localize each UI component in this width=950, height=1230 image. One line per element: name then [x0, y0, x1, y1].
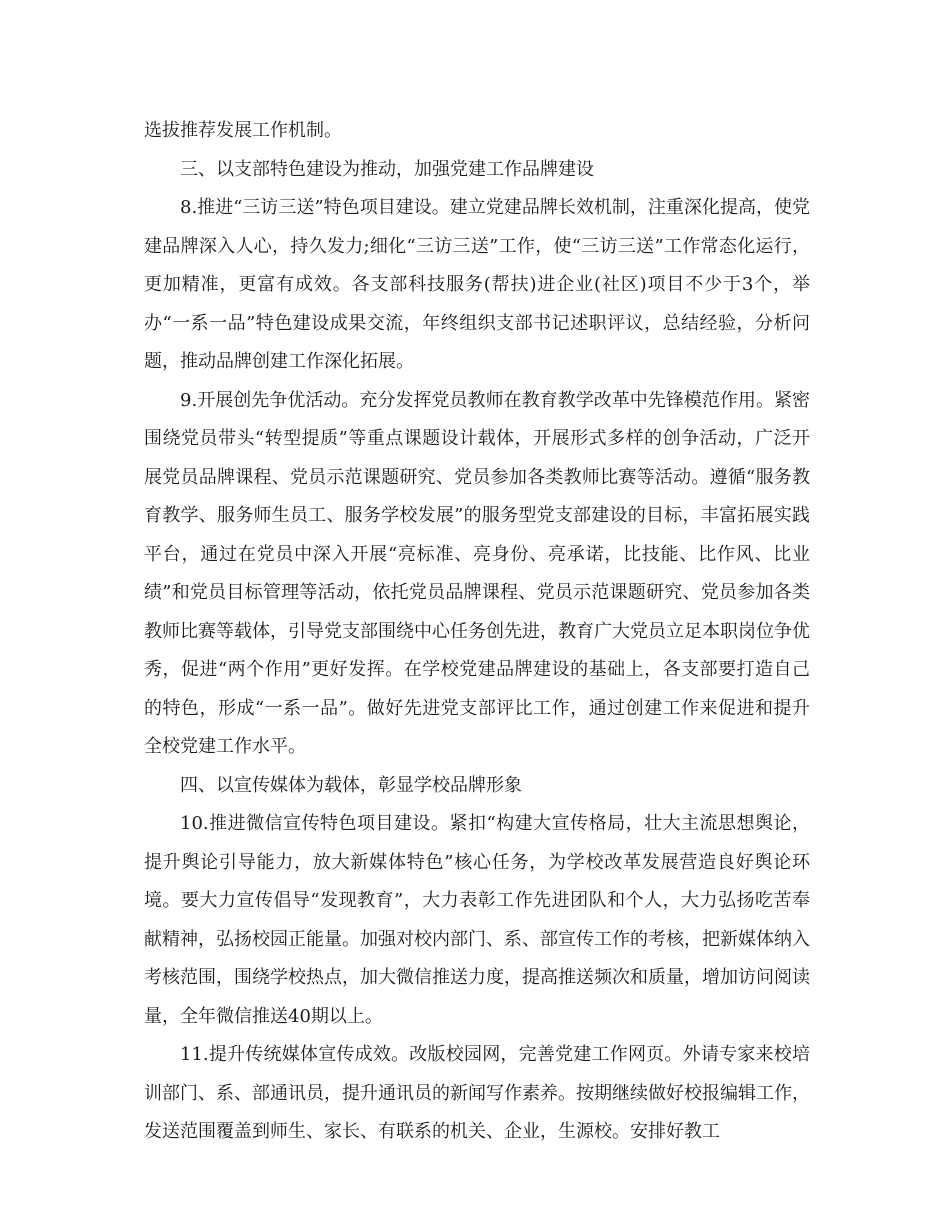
- section-heading-four: 四、以宣传媒体为载体，彰显学校品牌形象: [180, 774, 522, 796]
- paragraph-item-8: 8.推进“三访三送”特色项目建设。建立党建品牌长效机制，注重深化提高，使党建品牌深入人心，持久发力;细化“三访三送”工作，使“三访三送”工作常态化运行，更加精准，更富有成效。各支部科技服务(帮扶)进企业(社区)项目不少于3个，举办“一系一品”特色建设成果交流，年终组织支部书记述职评议，总结经验，分析问题，推动品牌创建工作深化拓展。: [144, 197, 810, 372]
- paragraph-continuation: 选拔推荐发展工作机制。: [144, 120, 342, 141]
- paragraph-item-10: 10.推进微信宣传特色项目建设。紧扣“构建大宣传格局，壮大主流思想舆论，提升舆论引导能力，放大新媒体特色”核心任务，为学校改革发展营造良好舆论环境。要大力宣传倡导“发现教育”，大力表彰工作先进团队和个人，大力弘扬吃苦奉献精神，弘扬校园正能量。加强对校内部门、系、部宣传工作的考核，把新媒体纳入考核范围，围绕学校热点，加大微信推送力度，提高推送频次和质量，增加访问阅读量，全年微信推送40期以上。: [144, 813, 810, 1027]
- section-heading-three: 三、以支部特色建设为推动，加强党建工作品牌建设: [180, 158, 594, 180]
- paragraph-item-11: 11.提升传统媒体宣传成效。改版校园网，完善党建工作网页。外请专家来校培训部门、系、部通讯员，提升通讯员的新闻写作素养。按期继续做好校报编辑工作，发送范围覆盖到师生、家长、有联系的机关、企业，生源校。安排好教工: [144, 1044, 810, 1142]
- document-body: [144, 112, 810, 1152]
- paragraph-item-9: 9.开展创先争优活动。充分发挥党员教师在教育教学改革中先锋模范作用。紧密围绕党员带头“转型提质”等重点课题设计载体，开展形式多样的创争活动，广泛开展党员品牌课程、党员示范课题研究、党员参加各类教师比赛等活动。遵循“服务教育教学、服务师生员工、服务学校发展”的服务型党支部建设的目标，丰富拓展实践平台，通过在党员中深入开展“亮标准、亮身份、亮承诺，比技能、比作风、比业绩”和党员目标管理等活动，依托党员品牌课程、党员示范课题研究、党员参加各类教师比赛等载体，引导党支部围绕中心任务创先进，教育广大党员立足本职岗位争优秀，促进“两个作用”更好发挥。在学校党建品牌建设的基础上，各支部要打造自己的特色，形成“一系一品”。做好先进党支部评比工作，通过创建工作来促进和提升全校党建工作水平。: [144, 389, 810, 757]
